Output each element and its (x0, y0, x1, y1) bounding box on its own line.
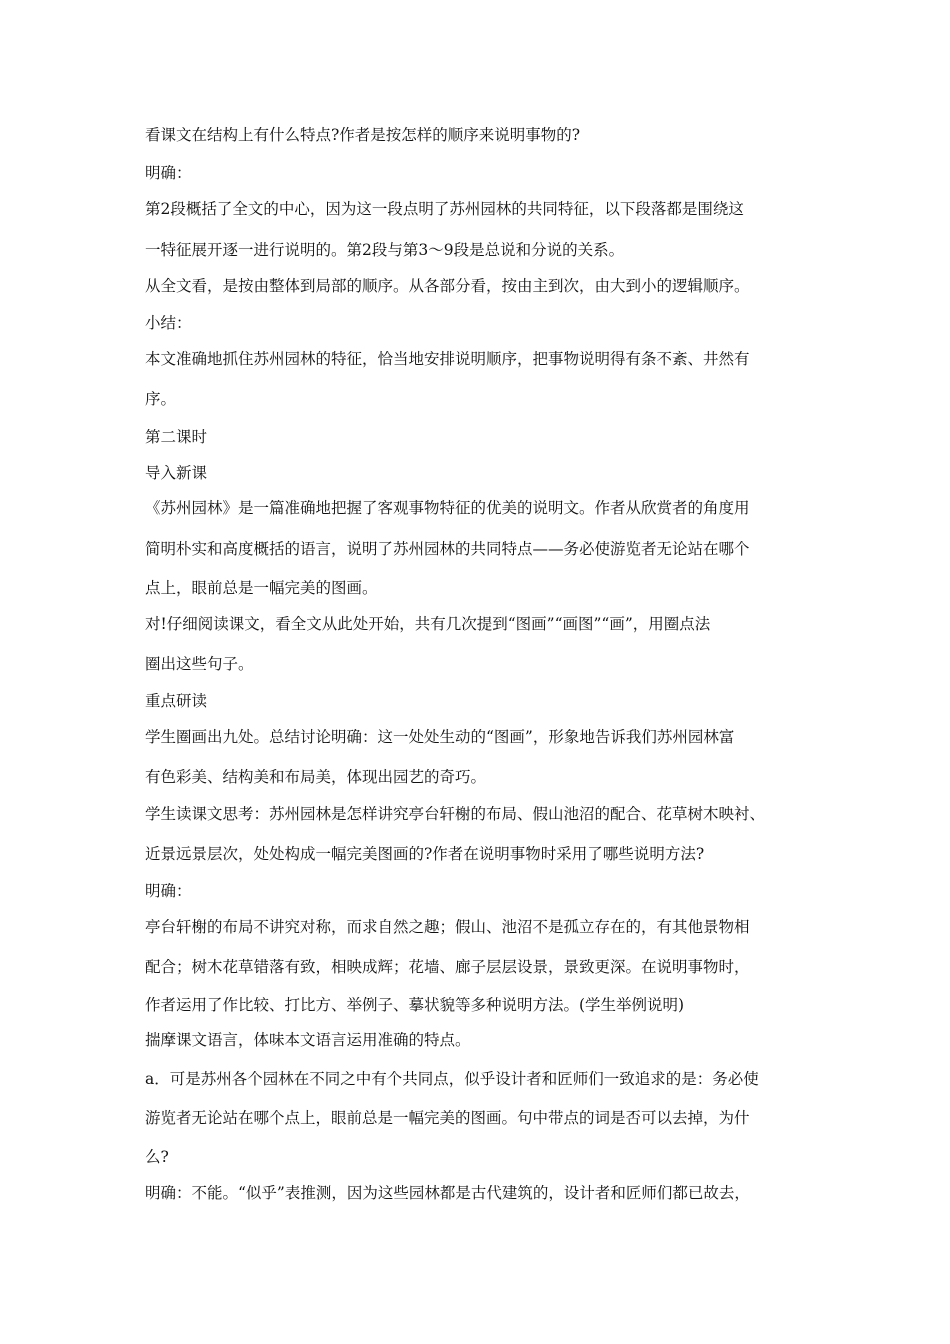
text-line: 配合；树木花草错落有致，相映成辉；花墙、廊子层层设景，景致更深。在说明事物时， (145, 958, 750, 976)
text-line: 明确：不能。“似乎”表推测，因为这些园林都是古代建筑的，设计者和匠师们都已故去， (145, 1184, 750, 1202)
text-line: 学生读课文思考：苏州园林是怎样讲究亭台轩榭的布局、假山池沼的配合、花草树木映衬、 (145, 805, 766, 823)
text-line: 么? (145, 1148, 169, 1166)
text-line: 序。 (145, 390, 177, 408)
text-line: 揣摩课文语言，体味本文语言运用准确的特点。 (145, 1031, 471, 1049)
text-line: 从全文看，是按由整体到局部的顺序。从各部分看，按由主到次，由大到小的逻辑顺序。 (145, 277, 750, 295)
text-line: 重点研读 (145, 692, 208, 710)
text-line: 第2段概括了全文的中心，因为这一段点明了苏州园林的共同特征，以下段落都是围绕这 (145, 200, 744, 218)
text-line: 看课文在结构上有什么特点?作者是按怎样的顺序来说明事物的? (145, 126, 581, 144)
text-line: 本文准确地抓住苏州园林的特征，恰当地安排说明顺序，把事物说明得有条不紊、井然有 (145, 350, 750, 368)
text-line: 导入新课 (145, 464, 208, 482)
text-line: 小结： (145, 314, 192, 332)
text-line: 《苏州园林》是一篇准确地把握了客观事物特征的优美的说明文。作者从欣赏者的角度用 (145, 499, 750, 517)
text-line: 第二课时 (145, 428, 208, 446)
text-line: 圈出这些句子。 (145, 655, 254, 673)
text-line: 明确： (145, 164, 192, 182)
text-line: 明确： (145, 882, 192, 900)
text-line: 对!仔细阅读课文，看全文从此处开始，共有几次提到“图画”“画图”“画”，用圈点法 (145, 615, 711, 633)
text-line: 点上，眼前总是一幅完美的图画。 (145, 579, 378, 597)
text-line: 近景远景层次，处处构成一幅完美图画的?作者在说明事物时采用了哪些说明方法? (145, 845, 705, 863)
text-line: 游览者无论站在哪个点上，眼前总是一幅完美的图画。句中带点的词是否可以去掉，为什 (145, 1109, 750, 1127)
text-line: 简明朴实和高度概括的语言，说明了苏州园林的共同特点——务必使游览者无论站在哪个 (145, 540, 750, 558)
text-line: 一特征展开逐一进行说明的。第2段与第3～9段是总说和分说的关系。 (145, 241, 625, 259)
text-line: 学生圈画出九处。总结讨论明确：这一处处生动的“图画”，形象地告诉我们苏州园林富 (145, 728, 735, 746)
text-line: 有色彩美、结构美和布局美，体现出园艺的奇巧。 (145, 768, 487, 786)
text-line: a．可是苏州各个园林在不同之中有个共同点，似乎设计者和匠师们一致追求的是：务必使 (145, 1070, 759, 1088)
text-line: 作者运用了作比较、打比方、举例子、摹状貌等多种说明方法。(学生举例说明) (145, 996, 685, 1014)
text-line: 亭台轩榭的布局不讲究对称，而求自然之趣；假山、池沼不是孤立存在的，有其他景物相 (145, 918, 750, 936)
